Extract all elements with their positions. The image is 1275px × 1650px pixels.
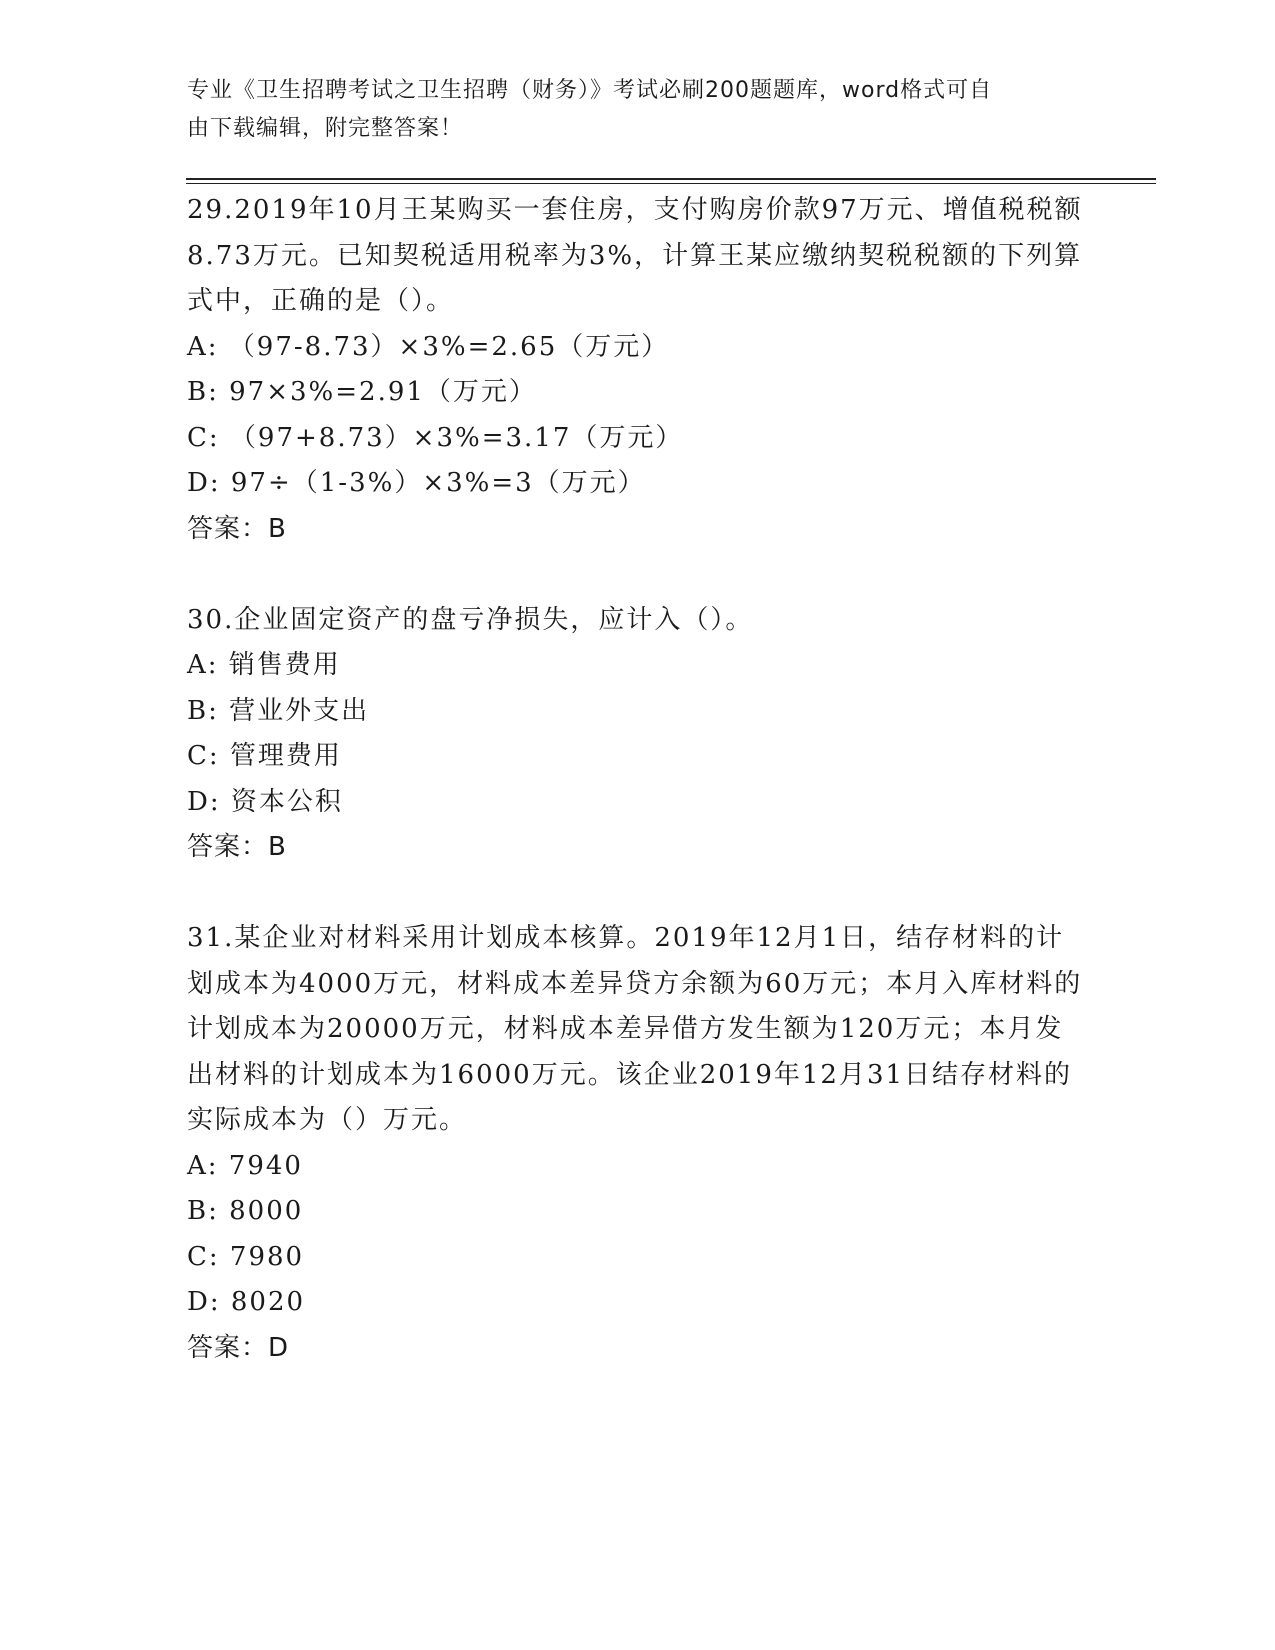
option-c: C: 7980 <box>187 1241 305 1272</box>
question-stem: 31.某企业对材料采用计划成本核算。2019年12月1日，结存材料的计划成本为4000万元，材料成本差异贷方余额为60万元；本月入库材料的计划成本为20000万元，材料成本差异借方发生额为120万元；本月发出材料的计划成本为16000万元。该企业2019年12月31日结存材料的实际成本为（）万元。 <box>187 923 1083 1135</box>
option-a: A: 7940 <box>187 1150 303 1181</box>
header-line-1: 专业《卫生招聘考试之卫生招聘（财务）》考试必刷200题题库，word格式可自 <box>187 78 993 103</box>
option-d: D: 8020 <box>187 1287 306 1317</box>
option-d: D: 资本公积 <box>187 786 343 817</box>
question-spacer <box>187 552 1087 598</box>
document-header <box>187 72 1067 148</box>
question-spacer <box>187 871 1087 917</box>
option-a: A: 销售费用 <box>187 650 341 680</box>
question-30 <box>187 598 1087 871</box>
question-31 <box>187 916 1087 1371</box>
answer-line: 答案：B <box>187 832 287 862</box>
option-c: C: 管理费用 <box>187 741 342 771</box>
answer-line: 答案：D <box>187 1332 290 1363</box>
option-a: A: （97-8.73）×3%=2.65（万元） <box>187 331 670 362</box>
answer-line: 答案：B <box>187 513 287 544</box>
question-list <box>187 188 1087 1371</box>
option-d: D: 97÷（1-3%）×3%=3（万元） <box>187 468 646 498</box>
option-c: C: （97+8.73）×3%=3.17（万元） <box>187 422 684 453</box>
header-divider-thin <box>186 183 1156 184</box>
option-b: B: 97×3%=2.91（万元） <box>187 377 537 407</box>
option-b: B: 营业外支出 <box>187 695 370 726</box>
question-stem: 30.企业固定资产的盘亏净损失，应计入（）。 <box>187 604 754 635</box>
header-line-2: 由下载编辑，附完整答案！ <box>187 116 464 141</box>
question-stem: 29.2019年10月王某购买一套住房，支付购房价款97万元、增值税税额8.73万元。已知契税适用税率为3%，计算王某应缴纳契税税额的下列算式中，正确的是（）。 <box>187 195 1083 316</box>
question-29 <box>187 188 1087 552</box>
header-divider-thick <box>186 178 1156 180</box>
option-b: B: 8000 <box>187 1196 304 1226</box>
